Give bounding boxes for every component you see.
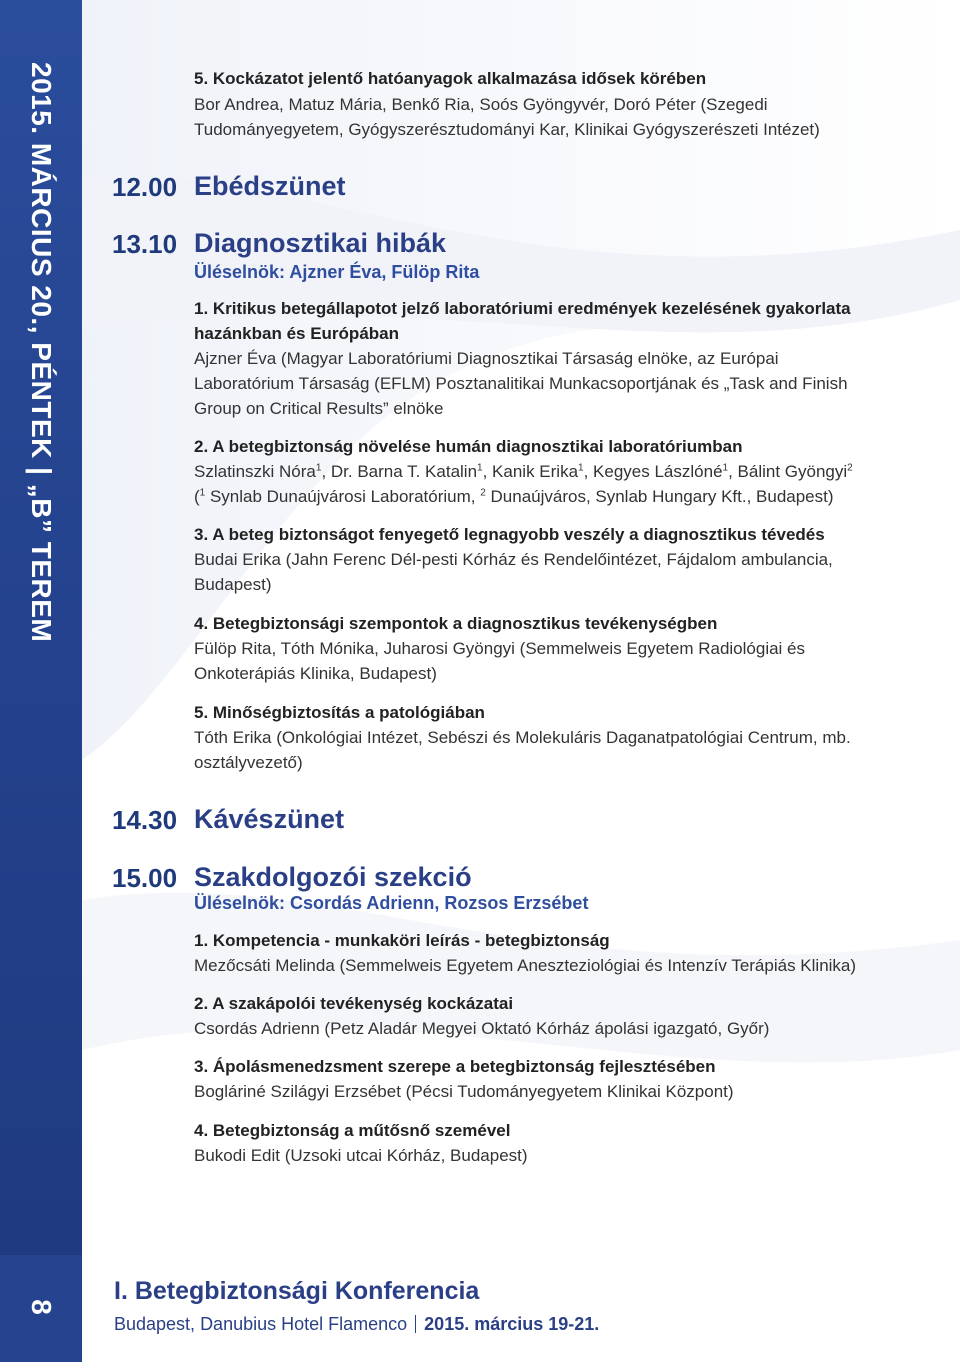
item-text: Onkoterápiás Klinika, Budapest)	[194, 664, 437, 683]
item-text: Ajzner Éva (Magyar Laboratóriumi Diagnosztikai Társaság elnöke, az Európai	[194, 349, 779, 368]
item-title: 4. Betegbiztonsági szempontok a diagnosztikus tevékenységben	[194, 614, 718, 633]
item-title: 5. Kockázatot jelentő hatóanyagok alkalmazása idősek körében	[194, 69, 707, 88]
item-text: Csordás Adrienn (Petz Aladár Megyei Oktató Kórház ápolási igazgató, Győr)	[194, 1019, 770, 1038]
lunch-time: 12.00	[112, 172, 178, 202]
session-time: 13.10	[112, 229, 178, 259]
item-title: 3. Ápolásmenedzsment szerepe a betegbiztonság fejlesztésében	[194, 1057, 716, 1076]
footer-conference-title: I. Betegbiztonsági Konferencia	[114, 1277, 480, 1305]
footer-date: 2015. március 19-21.	[424, 1314, 600, 1334]
item-title: hazánkban és Európában	[194, 324, 399, 343]
item-text: Laboratórium Társaság (EFLM) Posztanalitikai Munkacsoportjának és „Task and Finish	[194, 374, 848, 393]
session-title: Diagnosztikai hibák	[194, 228, 447, 258]
item-title: 1. Kritikus betegállapotot jelző laboratóriumi eredmények kezelésének gyakorlata	[194, 299, 851, 318]
item-affiliations: ($^1$ Synlab Dunaújvárosi Laboratórium, $^2$ Dunaújváros, Synlab Hungary Kft., Budapest)	[194, 487, 834, 506]
item-text: Tudományegyetem, Gyógyszerésztudományi Kar, Klinikai Gyógyszerészeti Intézet)	[194, 120, 820, 139]
item-text: Bukodi Edit (Uzsoki utcai Kórház, Budapest)	[194, 1146, 528, 1165]
footer-place: Budapest, Danubius Hotel Flamenco	[114, 1314, 408, 1334]
item-authors: Szlatinszki Nóra$^1$, Dr. Barna T. Katalin$^1$, Kanik Erika$^1$, Kegyes Lászlóné$^1$, Bálint Gyöngyi$^2$	[194, 462, 853, 481]
item-text: Bor Andrea, Matuz Mária, Benkő Ria, Soós Gyöngyvér, Doró Péter (Szegedi	[194, 95, 768, 114]
session-chairs: Üléselnök: Csordás Adrienn, Rozsos Erzsébet	[194, 893, 589, 913]
item-text: Bogláriné Szilágyi Erzsébet (Pécsi Tudományegyetem Klinikai Központ)	[194, 1082, 734, 1101]
session-title: Szakdolgozói szekció	[194, 862, 472, 892]
item-text: osztályvezető)	[194, 753, 303, 772]
item-text: Tóth Erika (Onkológiai Intézet, Sebészi és Molekuláris Daganatpatológiai Centrum, mb.	[194, 728, 851, 747]
item-title: 3. A beteg biztonságot fenyegető legnagyobb veszély a diagnosztikus tévedés	[194, 525, 825, 544]
coffee-title: Kávészünet	[194, 804, 345, 834]
sidebar-date-label: 2015. MÁRCIUS 20., PÉNTEK | „B” TEREM	[26, 62, 57, 643]
item-text: Budapest)	[194, 575, 272, 594]
item-text: Budai Erika (Jahn Ferenc Dél-pesti Kórház és Rendelőintézet, Fájdalom ambulancia,	[194, 550, 833, 569]
item-text: Mezőcsáti Melinda (Semmelweis Egyetem Aneszteziológiai és Intenzív Terápiás Klinika)	[194, 956, 857, 975]
item-title: 5. Minőségbiztosítás a patológiában	[194, 703, 485, 722]
session-chairs: Üléselnök: Ajzner Éva, Fülöp Rita	[194, 262, 480, 282]
session-time: 15.00	[112, 863, 178, 893]
item-title: 2. A szakápolói tevékenység kockázatai	[194, 994, 514, 1013]
item-title: 2. A betegbiztonság növelése humán diagnosztikai laboratóriumban	[194, 437, 743, 456]
item-title: 4. Betegbiztonság a műtősnő szemével	[194, 1121, 511, 1140]
lunch-title: Ebédszünet	[194, 171, 346, 201]
page-number: 8	[26, 1299, 57, 1315]
item-text: Group on Critical Results” elnöke	[194, 399, 444, 418]
item-text: Fülöp Rita, Tóth Mónika, Juharosi Gyöngyi (Semmelweis Egyetem Radiológiai és	[194, 639, 806, 658]
coffee-time: 14.30	[112, 805, 178, 835]
item-title: 1. Kompetencia - munkaköri leírás - betegbiztonság	[194, 931, 610, 950]
